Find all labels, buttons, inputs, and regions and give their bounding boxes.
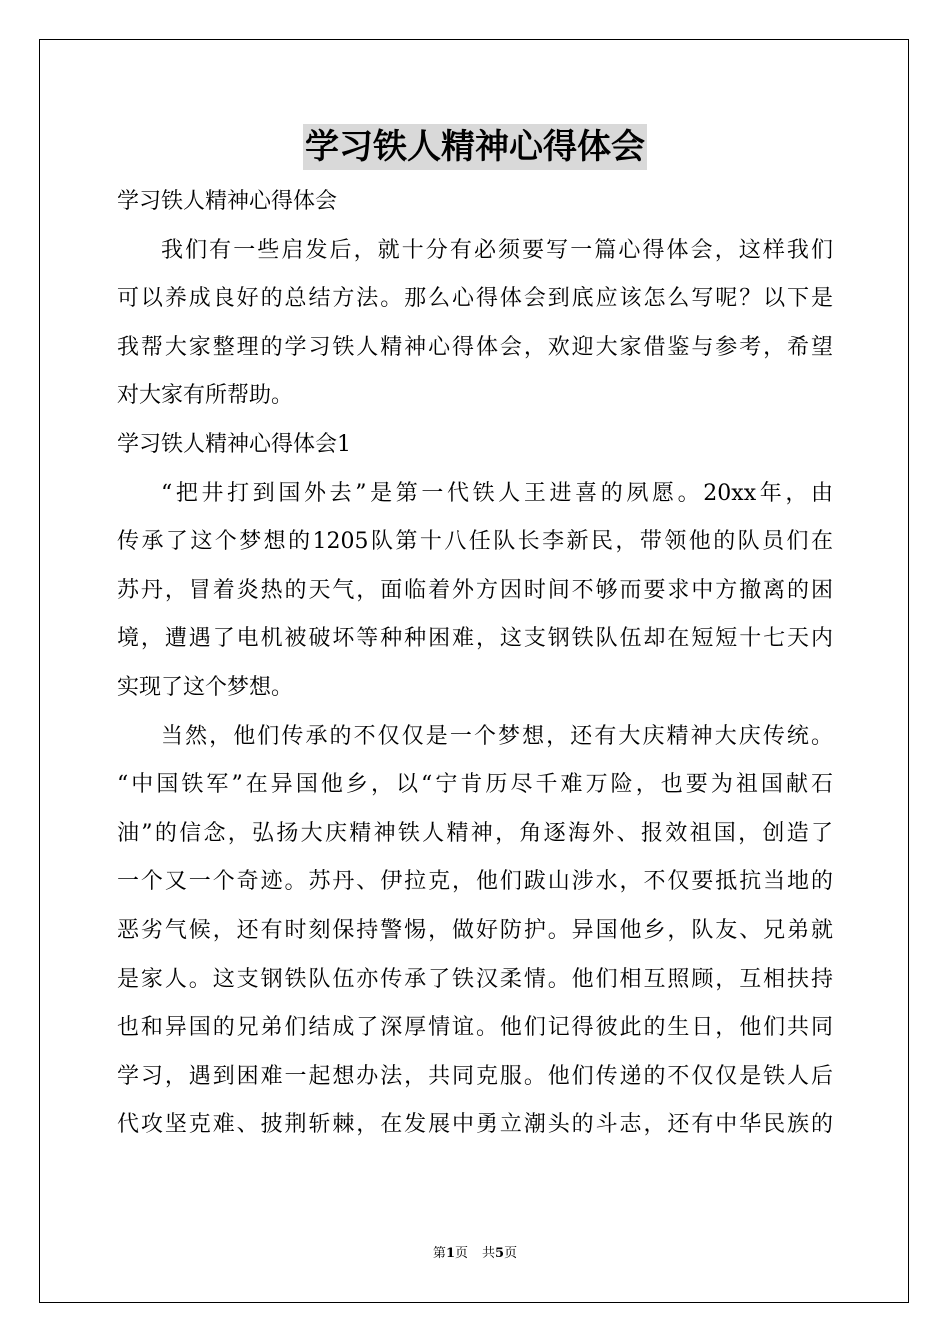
text-line: 也和异国的兄弟们结成了深厚情谊。他们记得彼此的生日，他们共同 bbox=[117, 1015, 833, 1041]
text-line: 是家人。这支钢铁队伍亦传承了铁汉柔情。他们相互照顾，互相扶持 bbox=[117, 966, 833, 992]
page-prefix: 第 bbox=[432, 1246, 446, 1261]
text-line: 我帮大家整理的学习铁人精神心得体会，欢迎大家借鉴与参考，希望 bbox=[117, 334, 833, 360]
text-line: 油”的信念，弘扬大庆精神铁人精神，角逐海外、报效祖国，创造了 bbox=[117, 820, 833, 846]
document-title: 学习铁人精神心得体会 bbox=[303, 124, 647, 170]
text-line: 我们有一些启发后，就十分有必须要写一篇心得体会，这样我们 bbox=[161, 237, 833, 263]
text-line: “把井打到国外去”是第一代铁人王进喜的夙愿。20xx年，由 bbox=[161, 480, 833, 506]
text-line: 可以养成良好的总结方法。那么心得体会到底应该怎么写呢？以下是 bbox=[117, 286, 833, 312]
text-line: 学习铁人精神心得体会1 bbox=[117, 431, 351, 457]
text-line: 当然，他们传承的不仅仅是一个梦想，还有大庆精神大庆传统。 bbox=[161, 723, 833, 749]
text-line: 代攻坚克难、披荆斩棘，在发展中勇立潮头的斗志，还有中华民族的 bbox=[117, 1112, 833, 1138]
text-line: 传承了这个梦想的1205队第十八任队长李新民，带领他的队员们在 bbox=[117, 529, 833, 555]
text-line: 学习，遇到困难一起想办法，共同克服。他们传递的不仅仅是铁人后 bbox=[117, 1063, 833, 1089]
document-body bbox=[117, 178, 833, 1150]
page-suffix: 页 bbox=[454, 1246, 468, 1261]
total-pages: 5 bbox=[495, 1246, 505, 1261]
total-suffix: 页 bbox=[504, 1246, 518, 1261]
text-line: 实现了这个梦想。 bbox=[117, 674, 294, 700]
text-line: 恶劣气候，还有时刻保持警惕，做好防护。异国他乡，队友、兄弟就 bbox=[117, 917, 833, 943]
text-line: 境，遭遇了电机被破坏等种种困难，这支钢铁队伍却在短短十七天内 bbox=[117, 626, 833, 652]
text-line: 对大家有所帮助。 bbox=[117, 383, 294, 409]
total-prefix: 共 bbox=[482, 1246, 496, 1261]
page-number: 1 bbox=[445, 1246, 455, 1261]
text-line: “中国铁军”在异国他乡，以“宁肯历尽千难万险，也要为祖国献石 bbox=[117, 772, 833, 798]
title-container bbox=[0, 124, 950, 170]
text-line: 一个又一个奇迹。苏丹、伊拉克，他们跋山涉水，不仅要抵抗当地的 bbox=[117, 869, 833, 895]
page-footer bbox=[0, 1244, 950, 1264]
text-line: 苏丹，冒着炎热的天气，面临着外方因时间不够而要求中方撤离的困 bbox=[117, 577, 833, 603]
text-line: 学习铁人精神心得体会 bbox=[117, 189, 338, 214]
